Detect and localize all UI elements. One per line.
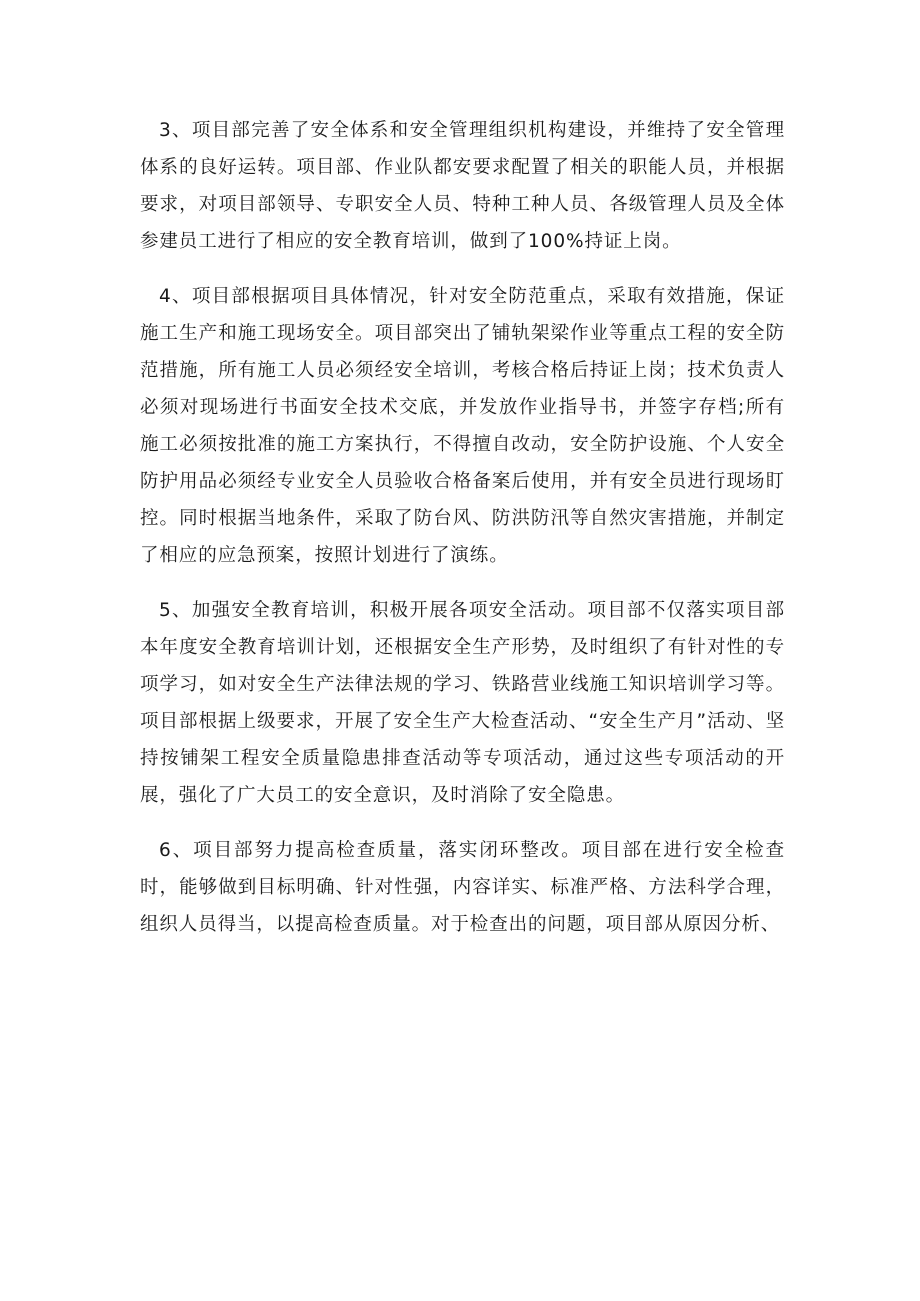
paragraph-3: 3、项目部完善了安全体系和安全管理组织机构建设，并维持了安全管理体系的良好运转。项目部、作业队都安要求配置了相关的职能人员，并根据要求，对项目部领导、专职安全人员、特种工种人员、各级管理人员及全体参建员工进行了相应的安全教育培训，做到了100%持证上岗。 <box>140 120 785 252</box>
document-body <box>140 112 785 961</box>
paragraph-4: 4、项目部根据项目具体情况，针对安全防范重点，采取有效措施，保证施工生产和施工现场安全。项目部突出了铺轨架梁作业等重点工程的安全防范措施，所有施工人员必须经安全培训，考核合格后持证上岗；技术负责人必须对现场进行书面安全技术交底，并发放作业指导书，并签字存档;所有施工必须按批准的施工方案执行，不得擅自改动，安全防护设施、个人安全防护用品必须经专业安全人员验收合格备案后使用，并有安全员进行现场盯控。同时根据当地条件，采取了防台风、防洪防汛等自然灾害措施，并制定了相应的应急预案，按照计划进行了演练。 <box>140 286 785 566</box>
paragraph-6: 6、项目部努力提高检查质量，落实闭环整改。项目部在进行安全检查时，能够做到目标明确、针对性强，内容详实、标准严格、方法科学合理，组织人员得当，以提高检查质量。对于检查出的问题，项目部从原因分析、 <box>140 840 785 935</box>
paragraph-5: 5、加强安全教育培训，积极开展各项安全活动。项目部不仅落实项目部本年度安全教育培训计划，还根据安全生产形势，及时组织了有针对性的专项学习，如对安全生产法律法规的学习、铁路营业线施工知识培训学习等。项目部根据上级要求，开展了安全生产大检查活动、“安全生产月”活动、坚持按铺架工程安全质量隐患排查活动等专项活动，通过这些专项活动的开展，强化了广大员工的安全意识，及时消除了安全隐患。 <box>140 600 785 806</box>
